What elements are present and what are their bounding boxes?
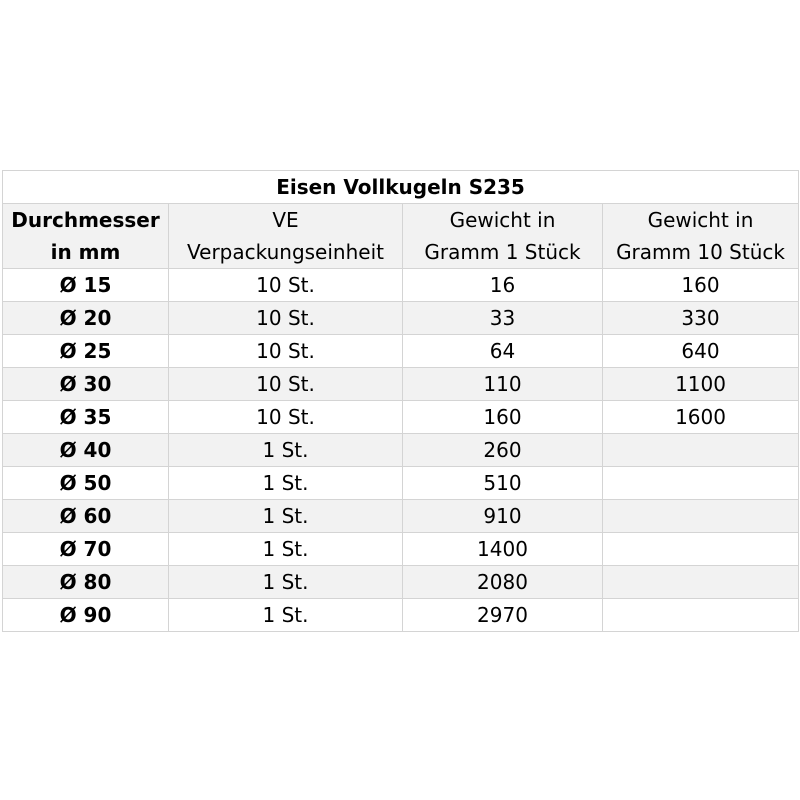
cell-diameter: Ø 25 [3, 335, 169, 368]
cell-weight-10 [603, 500, 799, 533]
header-weight-1-line2: Gramm 1 Stück [424, 240, 581, 264]
cell-diameter: Ø 50 [3, 467, 169, 500]
cell-ve: 1 St. [169, 566, 403, 599]
header-packaging-unit [169, 204, 403, 269]
cell-weight-1: 510 [403, 467, 603, 500]
cell-ve: 10 St. [169, 368, 403, 401]
header-diameter [3, 204, 169, 269]
table-row [3, 566, 799, 599]
table-title: Eisen Vollkugeln S235 [3, 171, 799, 204]
cell-weight-1: 33 [403, 302, 603, 335]
header-weight-1 [403, 204, 603, 269]
cell-weight-1: 2970 [403, 599, 603, 632]
table-row [3, 599, 799, 632]
header-packaging-unit-line1: VE [272, 208, 299, 232]
cell-ve: 1 St. [169, 500, 403, 533]
table-body [3, 269, 799, 632]
header-weight-1-line1: Gewicht in [449, 208, 556, 232]
cell-diameter: Ø 60 [3, 500, 169, 533]
cell-diameter: Ø 40 [3, 434, 169, 467]
cell-diameter: Ø 30 [3, 368, 169, 401]
header-packaging-unit-line2: Verpackungseinheit [187, 240, 384, 264]
cell-weight-1: 160 [403, 401, 603, 434]
cell-weight-1: 910 [403, 500, 603, 533]
cell-weight-10: 160 [603, 269, 799, 302]
header-diameter-line1: Durchmesser [11, 208, 160, 232]
weight-table [2, 170, 799, 632]
header-weight-10 [603, 204, 799, 269]
cell-diameter: Ø 20 [3, 302, 169, 335]
cell-weight-10: 1600 [603, 401, 799, 434]
cell-diameter: Ø 70 [3, 533, 169, 566]
cell-weight-10 [603, 533, 799, 566]
table-row [3, 335, 799, 368]
cell-diameter: Ø 80 [3, 566, 169, 599]
header-diameter-line2: in mm [50, 240, 121, 264]
cell-weight-10: 1100 [603, 368, 799, 401]
cell-weight-1: 64 [403, 335, 603, 368]
cell-ve: 1 St. [169, 533, 403, 566]
cell-ve: 1 St. [169, 467, 403, 500]
cell-weight-10 [603, 434, 799, 467]
table-row [3, 368, 799, 401]
cell-weight-1: 16 [403, 269, 603, 302]
table-row [3, 500, 799, 533]
cell-ve: 10 St. [169, 302, 403, 335]
cell-weight-1: 110 [403, 368, 603, 401]
cell-ve: 1 St. [169, 599, 403, 632]
table-row [3, 467, 799, 500]
cell-weight-10 [603, 467, 799, 500]
header-weight-10-line2: Gramm 10 Stück [616, 240, 785, 264]
cell-diameter: Ø 90 [3, 599, 169, 632]
cell-weight-1: 2080 [403, 566, 603, 599]
cell-weight-10: 640 [603, 335, 799, 368]
cell-ve: 10 St. [169, 401, 403, 434]
cell-weight-1: 260 [403, 434, 603, 467]
cell-weight-10: 330 [603, 302, 799, 335]
cell-diameter: Ø 15 [3, 269, 169, 302]
table-row [3, 434, 799, 467]
table-row [3, 302, 799, 335]
table-row [3, 533, 799, 566]
cell-ve: 10 St. [169, 269, 403, 302]
cell-diameter: Ø 35 [3, 401, 169, 434]
cell-ve: 1 St. [169, 434, 403, 467]
cell-weight-10 [603, 566, 799, 599]
table-row [3, 401, 799, 434]
cell-ve: 10 St. [169, 335, 403, 368]
cell-weight-1: 1400 [403, 533, 603, 566]
header-weight-10-line1: Gewicht in [647, 208, 754, 232]
table-row [3, 269, 799, 302]
cell-weight-10 [603, 599, 799, 632]
